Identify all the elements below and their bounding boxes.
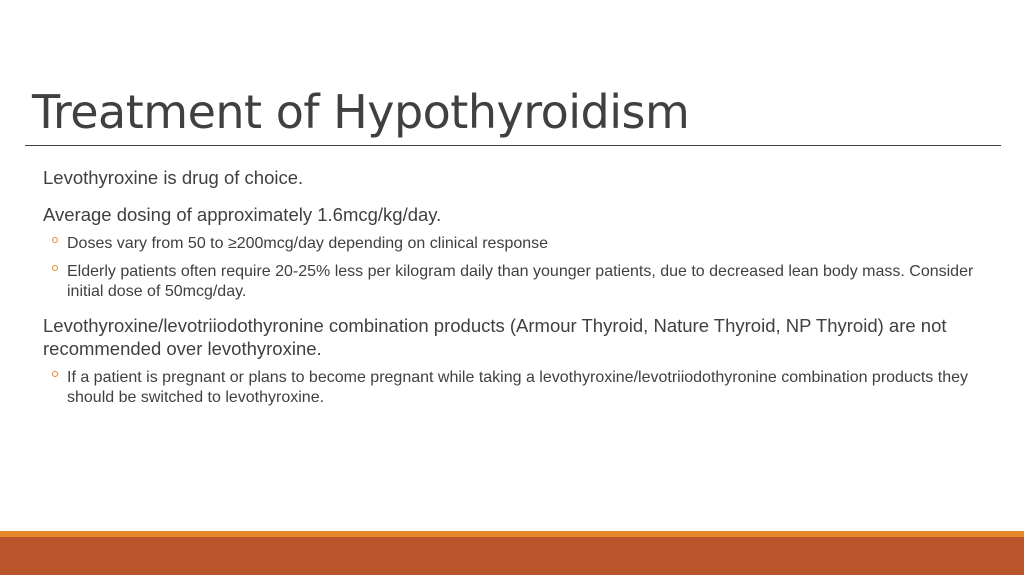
footer-band: [0, 537, 1024, 575]
sub-point-pregnancy: [43, 368, 993, 408]
slide-title: Treatment of Hypothyroidism: [32, 85, 690, 139]
sub-point-text: If a patient is pregnant or plans to become pregnant while taking a levothyroxine/levotriiodothyronine combination products they should be switched to levothyroxine.: [67, 369, 968, 406]
sub-point-text: Elderly patients often require 20-25% less per kilogram daily than younger patients, due to decreased lean body mass. Consider initial dose of 50mcg/day.: [67, 263, 974, 300]
sub-point-elderly-dosing: [43, 262, 993, 302]
circle-bullet-icon: [52, 237, 58, 243]
sub-point-text: Doses vary from 50 to ≥200mcg/day depending on clinical response: [67, 235, 549, 252]
dosing-sub-list: [43, 234, 993, 302]
point-average-dosing: Average dosing of approximately 1.6mcg/kg/day.: [43, 204, 442, 225]
point-drug-of-choice: Levothyroxine is drug of choice.: [43, 167, 304, 188]
sub-point-dose-range: [43, 234, 993, 254]
circle-bullet-icon: [52, 371, 58, 377]
title-divider: [25, 145, 1001, 146]
circle-bullet-icon: [52, 265, 58, 271]
slide-body: [43, 166, 993, 420]
combination-sub-list: [43, 368, 993, 408]
point-combination-products: Levothyroxine/levotriiodothyronine combination products (Armour Thyroid, Nature Thyroid, NP Thyroid) are not recommended over levothyroxine.: [43, 315, 947, 359]
